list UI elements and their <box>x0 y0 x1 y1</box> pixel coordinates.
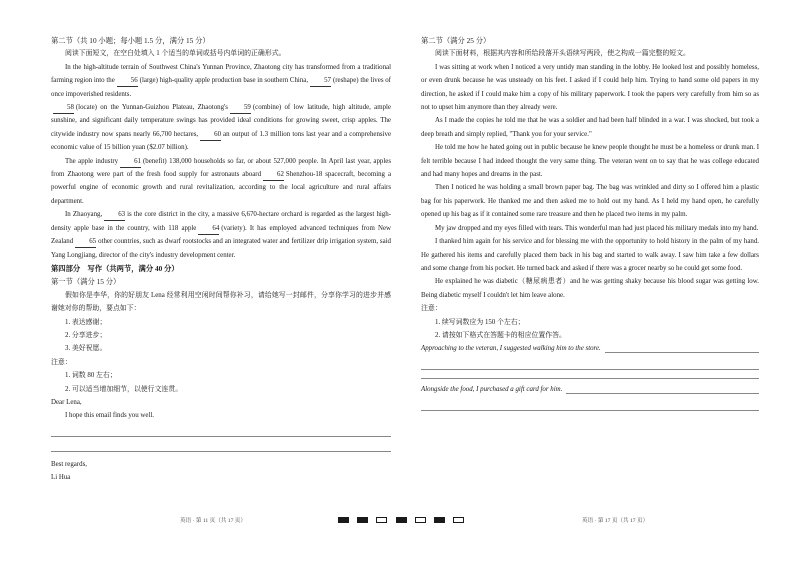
continuation-prompt-1 <box>421 342 759 355</box>
section1-heading: 第一节（满分 15 分） <box>51 277 121 287</box>
continuation-heading: 第二节（满分 25 分） <box>421 36 491 45</box>
story-paragraph: As I made the copies he told me that he was a soldier and had been half blinded in a war. I was shocked, but took a deep breath and simply replied, "Thank you for your service." <box>421 117 759 138</box>
letter-closing: Best regards, <box>51 460 87 468</box>
registration-mark <box>434 517 445 523</box>
text-segment: In the high-altitude terrain of Southwest China's Yunnan Province, Zhaotong city has transformed from a traditional farming region into the <box>51 63 391 85</box>
blank-62[interactable]: 62 <box>263 170 284 181</box>
blank-58[interactable]: 58 <box>53 103 74 114</box>
story-paragraph: He explained he was diabetic（糖尿病患者）and he was getting shaky because his blood sugar was getting low. Being diabetic myself I couldn't let him leave alone. <box>421 278 759 299</box>
right-page-footer: 英语 · 第 17 页（共 17 页） <box>582 518 649 524</box>
registration-mark <box>357 517 368 523</box>
registration-mark <box>453 517 464 523</box>
continuation-instruction: 阅读下面材料，根据其内容和所给段落开头语续写两段，使之构成一篇完整的短文。 <box>435 50 690 58</box>
text-segment: In Zhaoyang, <box>65 211 103 219</box>
story-paragraph: My jaw dropped and my eyes filled with tears. This wonderful man had just placed his military medals into my hand. <box>435 224 759 232</box>
blank-56[interactable]: 56 <box>117 76 138 87</box>
text-segment: (large) high-quality apple production base in southern China, <box>139 77 309 85</box>
story-paragraph: I was sitting at work when I noticed a very untidy man standing in the lobby. He looked lost and possibly homeless, or even drunk because he was unsteady on his feet. I asked if I could help him. Trying to hand some old papers in my direction, he asked if I could make him a copy of his military paperwork. I took the papers very carefully from him so as not to upset him anymore than they already were. <box>421 63 759 112</box>
letter-signature: Li Hua <box>51 473 71 481</box>
note-item: 2. 可以适当增加细节，以使行文连贯。 <box>65 385 183 393</box>
registration-mark <box>415 517 426 523</box>
writing-line[interactable] <box>51 423 391 437</box>
notes-label: 注意： <box>51 358 72 366</box>
registration-mark <box>376 517 387 523</box>
note-item: 2. 请按如下格式在答题卡的相应位置作答。 <box>435 331 566 339</box>
cloze-paragraph-3 <box>51 208 391 262</box>
text-segment: an output of 1.3 million tons last year and a comprehensive economic value of 15 billion yuan ($2.07 billion). <box>51 130 391 152</box>
task-point: 2. 分享进步； <box>65 331 107 339</box>
note-item: 1. 词数 80 左右； <box>65 372 117 380</box>
text-segment: is the core district in the city, a massive 6,670-hectare orchard is regarded as the largest high-density apple base in the country, with 118 apple <box>51 211 391 232</box>
text-segment: (reshape) the lives of once impoverished residents. <box>51 77 391 98</box>
part4-heading: 第四部分 写作（共两节，满分 40 分） <box>51 263 179 273</box>
story-paragraph: He told me how he hated going out in public because he knew people thought he must be a homeless or drunk man. I felt terrible because I had indeed thought the very same thing. The veteran went on to say that he was college educated and had many hopes and dreams in the past. <box>421 144 759 179</box>
left-page-footer: 英语 · 第 11 页（共 17 页） <box>180 518 246 524</box>
blank-64[interactable]: 64 <box>198 224 219 235</box>
left-page <box>51 34 391 484</box>
text-segment: Shenzhou-18 spacecraft, becoming a powerful engine of economic growth and rural revitalization, according to the local agriculture and rural affairs department. <box>51 171 392 205</box>
task-point: 3. 美好祝愿。 <box>65 345 107 353</box>
cloze-paragraph-2 <box>51 155 391 209</box>
letter-opening: I hope this email finds you well. <box>65 412 154 420</box>
blank-60[interactable]: 60 <box>200 130 221 141</box>
story-paragraph: I thanked him again for his service and for blessing me with the opportunity to hold history in the palm of my hand. He gathered his items and carefully placed them back in his bag and started to walk away. I saw him take a few dollars and some change from his pocket. He turned back and asked if there was a grocer nearby so he could get some food. <box>421 238 759 272</box>
text-segment: (locate) on the Yunnan-Guizhou Plateau, Zhaotong's <box>75 104 228 112</box>
writing-line[interactable] <box>421 370 759 379</box>
registration-mark <box>396 517 407 523</box>
prompt-text: Approaching to the veteran, I suggested walking him to the store. <box>421 345 601 353</box>
blank-57[interactable]: 57 <box>310 76 331 87</box>
text-segment: The apple industry <box>65 157 119 165</box>
blank-61[interactable]: 61 <box>120 157 141 168</box>
writing-task-intro: 假如你是李华，你的好朋友 Lena 经常利用空闲时间帮你补习，请给她写一封邮件，分享你学习的进步并感谢她对你的帮助，要点如下： <box>51 291 391 313</box>
writing-line[interactable] <box>51 437 391 451</box>
writing-line[interactable] <box>566 383 759 394</box>
blank-65[interactable]: 65 <box>75 237 96 248</box>
text-segment: other countries, such as dwarf rootstocks and an integrated water and fertilizer drip irrigation system, said Yang Longjiang, director of the city's industry development center. <box>51 238 391 259</box>
notes-label: 注意： <box>421 305 442 313</box>
note-item: 1. 续写词数应为 150 个左右； <box>435 318 525 326</box>
prompt-text: Alongside the food, I purchased a gift card for him. <box>421 386 563 394</box>
story-paragraph: Then I noticed he was holding a small brown paper bag. The bag was wrinkled and dirty so I offered him a plastic bag for his paperwork. He thanked me and then asked me to hold out my hand. As I held my hand open, he carefully opened up his bag as if it contained some rare treasure and then he placed two items in my palm. <box>421 184 759 219</box>
section2-heading: 第二节（共 10 小题；每小题 1.5 分，满分 15 分） <box>51 36 210 45</box>
letter-salutation: Dear Lena, <box>51 398 82 406</box>
registration-mark <box>338 517 349 523</box>
blank-63[interactable]: 63 <box>104 210 125 221</box>
writing-line[interactable] <box>605 342 759 353</box>
cloze-paragraph-1 <box>51 61 391 155</box>
blank-59[interactable]: 59 <box>230 103 251 114</box>
text-segment: (combine) of low latitude, high altitude, ample sunshine, and significant daily temperature swings has provided ideal conditions for growing sweet, crisp apples. The citywide industry now spans nearly 66,700 hectares, <box>51 104 391 138</box>
right-page <box>421 34 759 411</box>
cloze-instruction: 阅读下面短文，在空白处填入 1 个适当的单词或括号内单词的正确形式。 <box>65 50 286 58</box>
writing-line[interactable] <box>421 356 759 370</box>
text-segment: (variety). It has employed advanced techniques from New Zealand <box>51 224 391 246</box>
continuation-prompt-2 <box>421 383 759 396</box>
writing-line[interactable] <box>421 397 759 411</box>
text-segment: (benefit) 138,000 households so far, or about 527,000 people. In April last year, apples from Zhaotong were part of the fresh food supply for astronauts aboard <box>51 157 391 179</box>
task-point: 1. 表达感谢； <box>65 318 107 326</box>
